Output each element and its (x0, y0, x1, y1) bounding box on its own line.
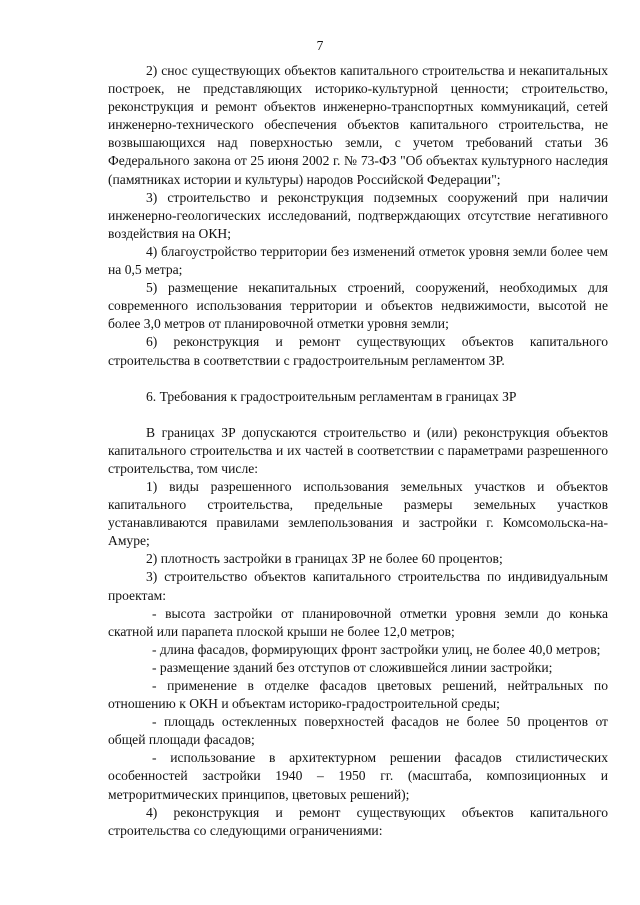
paragraph-land-use: 1) виды разрешенного использования земельных участков и объектов капитального строительства, предельные размеры земельных участков устанавливаются правилами землепользования и застройки г. Комсомольска-на-Амуре; (108, 478, 608, 549)
paragraph-reconstruction: 6) реконструкция и ремонт существующих объектов капитального строительства в соответствии с градостроительным регламентом ЗР. (108, 334, 608, 368)
page-number: 7 (316, 38, 324, 53)
paragraph-underground: 3) строительство и реконструкция подземных сооружений при наличии инженерно-геологических исследований, подтверждающих отсутствие негативного воздействия на ОКН; (108, 189, 608, 241)
list-item-colors: - применение в отделке фасадов цветовых решений, нейтральных по отношению к ОКН и объектам историко-градостроительной среды; (108, 678, 608, 712)
list-item-building-line: - размещение зданий без отступов от сложившейся линии застройки; (152, 659, 553, 675)
list-item-glazing: - площадь остекленных поверхностей фасадов не более 50 процентов от общей площади фасадов; (108, 714, 608, 748)
paragraph-density: 2) плотность застройки в границах ЗР не более 60 процентов; (146, 551, 503, 567)
paragraph-repair-restrictions: 4) реконструкция и ремонт существующих объектов капитального строительства со следующими ограничениями: (108, 804, 608, 838)
list-item-height: - высота застройки от планировочной отметки уровня земли до конька скатной или парапета плоской крыши не более 12,0 метров; (108, 605, 608, 639)
paragraph-individual-projects: 3) строительство объектов капитального строительства по индивидуальным проектам: (108, 569, 608, 603)
paragraph-demolition: 2) снос существующих объектов капитального строительства и некапитальных построек, не представляющих историко-культурной ценности; строительство, реконструкция и ремонт объектов инженерно-транспортных коммуникаций, сетей инженерно-технического обеспечения объектов капитального строительства, не возвышающихся над поверхностью земли, с учетом требований статьи 36 Федерального закона от 25 июня 2002 г. № 73-ФЗ "Об объектах культурного наследия (памятниках истории и культуры) народов Российской Федерации"; (108, 63, 608, 187)
list-item-style: - использование в архитектурном решении фасадов стилистических особенностей застройки 1940 – 1950 гг. (масштаба, композиционных и метроритмических принципов, цветовых решений); (108, 750, 608, 802)
section-heading: 6. Требования к градостроительным регламентам в границах ЗР (146, 388, 517, 404)
paragraph-temporary-structures: 5) размещение некапитальных строений, сооружений, необходимых для современного использования территории и объектов недвижимости, высотой не более 3,0 метров от планировочной отметки уровня земли; (108, 280, 608, 332)
list-item-facade-length: - длина фасадов, формирующих фронт застройки улиц, не более 40,0 метров; (152, 641, 601, 657)
paragraph-landscaping: 4) благоустройство территории без изменений отметок уровня земли более чем на 0,5 метра; (108, 243, 608, 278)
paragraph-zone-intro: В границах ЗР допускаются строительство и (или) реконструкция объектов капитального строительства и их частей в соответствии с параметрами разрешенного строительства, том числе: (108, 424, 608, 476)
document-body (108, 62, 608, 840)
